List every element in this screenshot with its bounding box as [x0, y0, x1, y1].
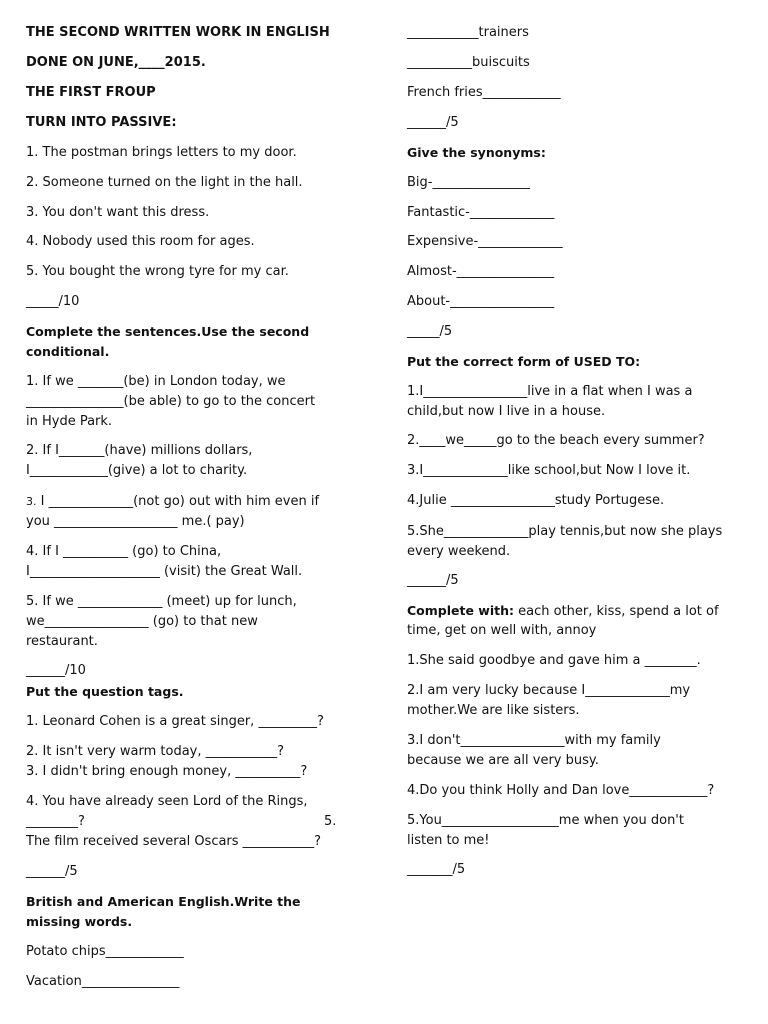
- complete-item-2-line-2: mother.We are like sisters.: [407, 703, 580, 718]
- cond-3-number: 3.: [26, 495, 37, 508]
- british-item-french-fries: French fries____________: [407, 85, 561, 100]
- passive-item-1: 1. The postman brings letters to my door.: [26, 145, 297, 160]
- used-to-3: 3.I_____________like school,but Now I love it.: [407, 463, 691, 478]
- tag-item-5-number: 5.: [324, 814, 337, 829]
- complete-item-2-line-1: 2.I am very lucky because I_____________my: [407, 683, 691, 698]
- complete-with-words: each other, kiss, spend a lot of: [514, 604, 719, 619]
- synonyms-heading: Give the synonyms:: [407, 145, 546, 160]
- used-to-score: ______/5: [407, 573, 459, 588]
- complete-score: _______/5: [407, 862, 466, 877]
- complete-item-5-line-2: listen to me!: [407, 833, 490, 848]
- cond-4-line-2: I____________________ (visit) the Great Wall.: [26, 564, 303, 579]
- used-to-2: 2.____we_____go to the beach every summer?: [407, 433, 705, 448]
- synonym-fantastic: Fantastic-_____________: [407, 205, 555, 220]
- conditional-heading: Complete the sentences.Use the second conditional.: [26, 324, 310, 359]
- tag-item-1: 1. Leonard Cohen is a great singer, _________?: [26, 714, 324, 729]
- tag-item-3: 3. I didn't bring enough money, __________?: [26, 764, 308, 779]
- passive-item-3: 3. You don't want this dress.: [26, 205, 210, 220]
- cond-1-line-2: _______________(be able) to go to the concert: [26, 394, 316, 409]
- cond-5-line-1: 5. If we _____________ (meet) up for lunch,: [26, 594, 297, 609]
- synonym-big: Big-_______________: [407, 175, 530, 190]
- synonyms-score: _____/5: [407, 324, 453, 339]
- used-to-1-line-2: child,but now I live in a house.: [407, 404, 606, 419]
- synonym-about: About-________________: [407, 294, 555, 309]
- tag-item-2: 2. It isn't very warm today, ___________?: [26, 744, 285, 759]
- cond-1-line-1: 1. If we _______(be) in London today, we: [26, 374, 286, 389]
- complete-item-3-line-1: 3.I don't________________with my family: [407, 733, 661, 748]
- used-to-4: 4.Julie ________________study Portugese.: [407, 493, 665, 508]
- passive-item-2: 2. Someone turned on the light in the hall.: [26, 175, 303, 190]
- complete-item-1: 1.She said goodbye and gave him a ________.: [407, 653, 701, 668]
- conditional-score: ______/10: [26, 663, 86, 678]
- british-score: ______/5: [407, 115, 459, 130]
- used-to-1-line-1: 1.I________________live in a flat when I was a: [407, 384, 693, 399]
- used-to-5-line-1: 5.She_____________play tennis,but now she plays: [407, 524, 723, 539]
- document-date: DONE ON JUNE,____2015.: [26, 55, 206, 70]
- tag-item-5: The film received several Oscars ___________?: [26, 834, 322, 849]
- passive-heading: TURN INTO PASSIVE:: [26, 115, 177, 130]
- tag-item-4-blank: ________?: [26, 814, 85, 829]
- cond-3-line-2: you ___________________ me.( pay): [26, 514, 245, 529]
- complete-with-line-2: time, get on well with, annoy: [407, 623, 597, 638]
- group-label: THE FIRST FROUP: [26, 85, 156, 100]
- cond-1-line-3: in Hyde Park.: [26, 414, 113, 429]
- british-item-vacation: Vacation_______________: [26, 974, 180, 989]
- cond-3-line-1: [26, 492, 319, 512]
- document-title: THE SECOND WRITTEN WORK IN ENGLISH: [26, 25, 330, 40]
- cond-3-text: I _____________(not go) out with him even if: [36, 494, 320, 509]
- complete-item-3-line-2: because we are all very busy.: [407, 753, 599, 768]
- british-item-biscuits: __________buiscuits: [407, 55, 530, 70]
- complete-item-5-line-1: 5.You__________________me when you don't: [407, 813, 684, 828]
- british-heading: British and American English.Write the missing words.: [26, 894, 301, 929]
- complete-with-line-1: [407, 601, 719, 622]
- passive-score: _____/10: [26, 294, 80, 309]
- tag-item-4-line-1: 4. You have already seen Lord of the Rings,: [26, 794, 308, 809]
- passive-item-5: 5. You bought the wrong tyre for my car.: [26, 264, 289, 279]
- british-item-potato: Potato chips____________: [26, 944, 184, 959]
- passive-item-4: 4. Nobody used this room for ages.: [26, 234, 255, 249]
- tags-heading: Put the question tags.: [26, 684, 184, 699]
- used-to-heading: Put the correct form of USED TO:: [407, 354, 641, 369]
- synonym-almost: Almost-_______________: [407, 264, 555, 279]
- british-item-trainers: ___________trainers: [407, 25, 529, 40]
- tags-score: ______/5: [26, 864, 78, 879]
- complete-item-4: 4.Do you think Holly and Dan love____________?: [407, 783, 715, 798]
- synonym-expensive: Expensive-_____________: [407, 234, 563, 249]
- complete-with-label: Complete with:: [407, 603, 515, 618]
- cond-5-line-2: we________________ (go) to that new: [26, 614, 258, 629]
- cond-4-line-1: 4. If I __________ (go) to China,: [26, 544, 222, 559]
- cond-2-line-2: I____________(give) a lot to charity.: [26, 463, 248, 478]
- cond-5-line-3: restaurant.: [26, 634, 98, 649]
- used-to-5-line-2: every weekend.: [407, 544, 511, 559]
- cond-2-line-1: 2. If I_______(have) millions dollars,: [26, 443, 253, 458]
